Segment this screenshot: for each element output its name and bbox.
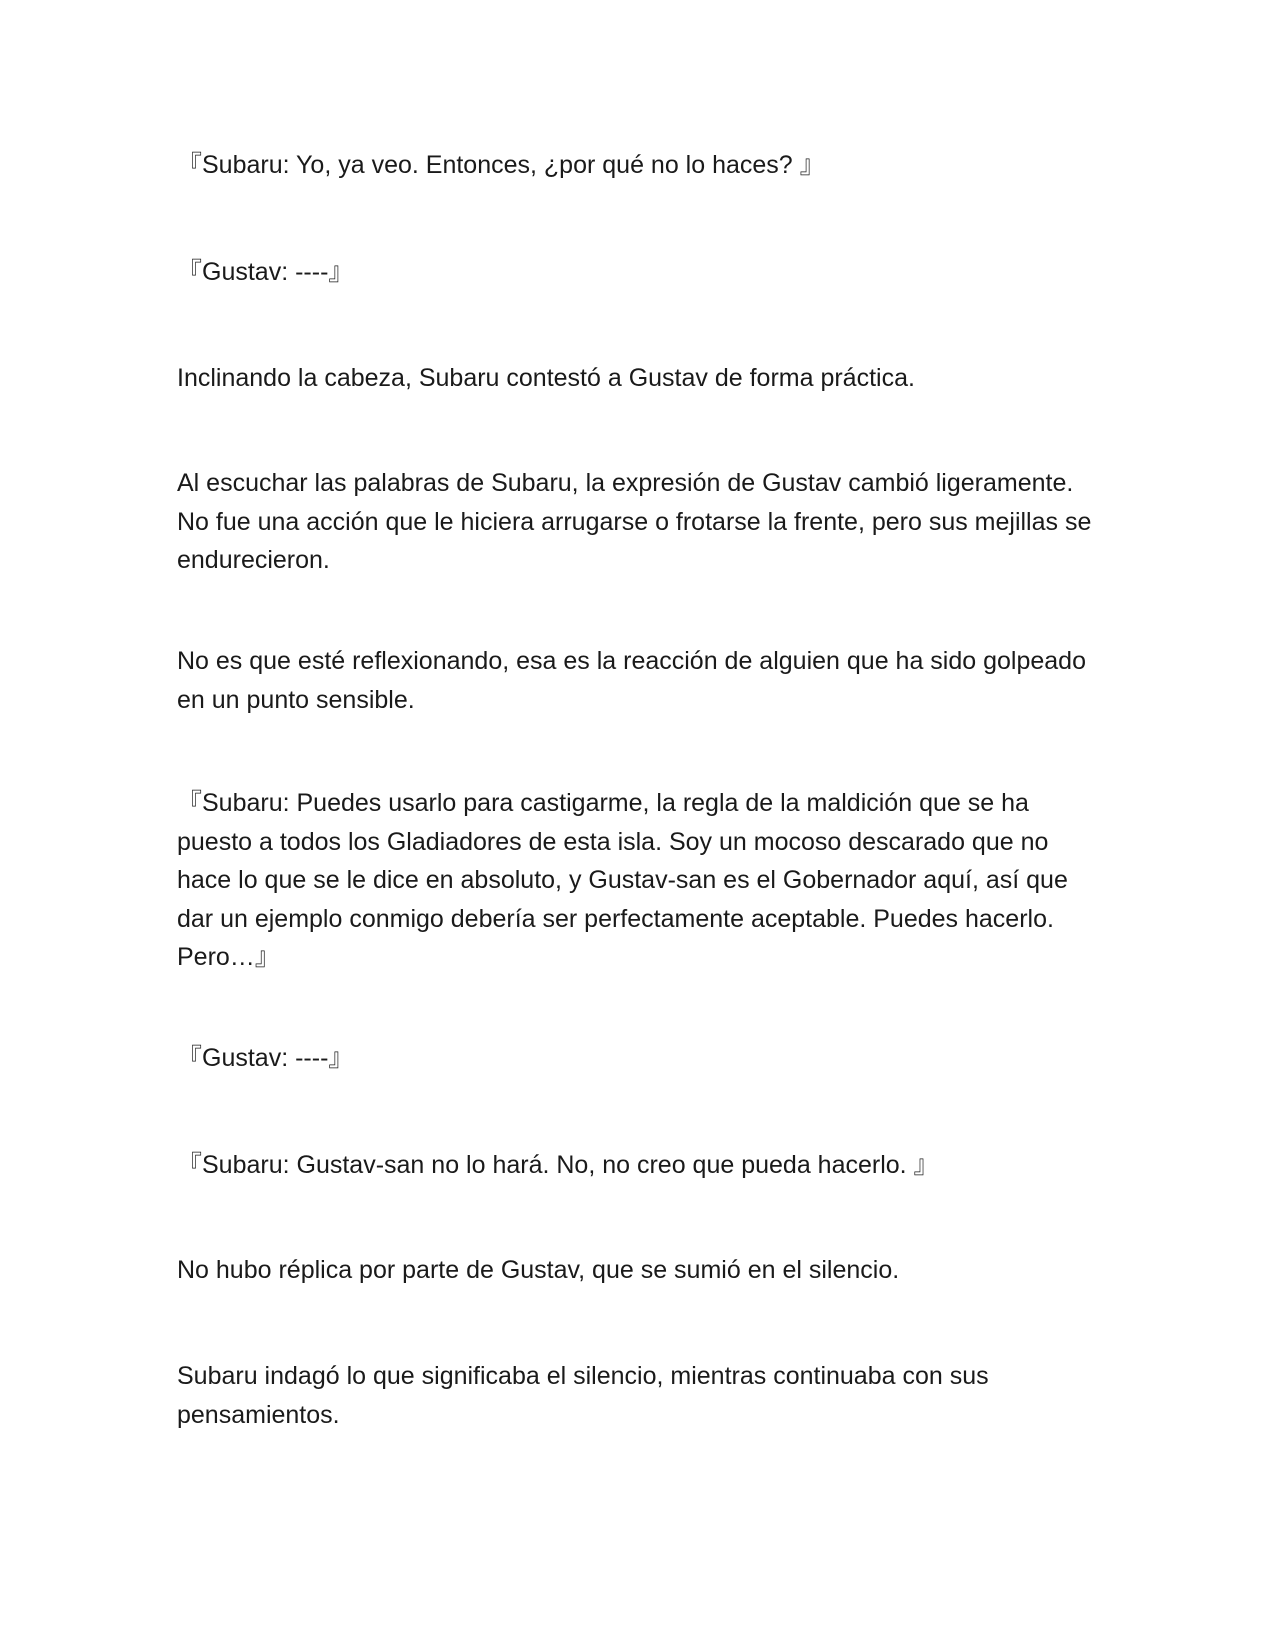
narration-paragraph-4: No hubo réplica por parte de Gustav, que se sumió en el silencio. [177,1256,900,1284]
dialogue-subaru-1: 『Subaru: Yo, ya veo. Entonces, ¿por qué no lo haces? 』 [177,151,825,179]
narration-paragraph-1: Inclinando la cabeza, Subaru contestó a Gustav de forma práctica. [177,364,915,392]
narration-paragraph-3: No es que esté reflexionando, esa es la reacción de alguien que ha sido golpeado en un punto sensible. [177,647,1086,714]
narration-paragraph-5: Subaru indagó lo que significaba el silencio, mientras continuaba con sus pensamientos. [177,1362,989,1429]
dialogue-gustav-1: 『Gustav: ----』 [177,258,354,286]
dialogue-subaru-3: 『Subaru: Gustav-san no lo hará. No, no creo que pueda hacerlo. 』 [177,1151,939,1179]
narration-paragraph-2: Al escuchar las palabras de Subaru, la expresión de Gustav cambió ligeramente. No fue una acción que le hiciera arrugarse o frotarse la frente, pero sus mejillas se endurecieron. [177,469,1092,574]
dialogue-gustav-2: 『Gustav: ----』 [177,1044,354,1072]
dialogue-subaru-2: 『Subaru: Puedes usarlo para castigarme, la regla de la maldición que se ha puesto a todos los Gladiadores de esta isla. Soy un mocoso descarado que no hace lo que se le dice en absoluto, y Gustav-san es el Gobernador aquí, así que dar un ejemplo conmigo debería ser perfectamente aceptable. Puedes hacerlo. Pero…』 [177,789,1068,971]
